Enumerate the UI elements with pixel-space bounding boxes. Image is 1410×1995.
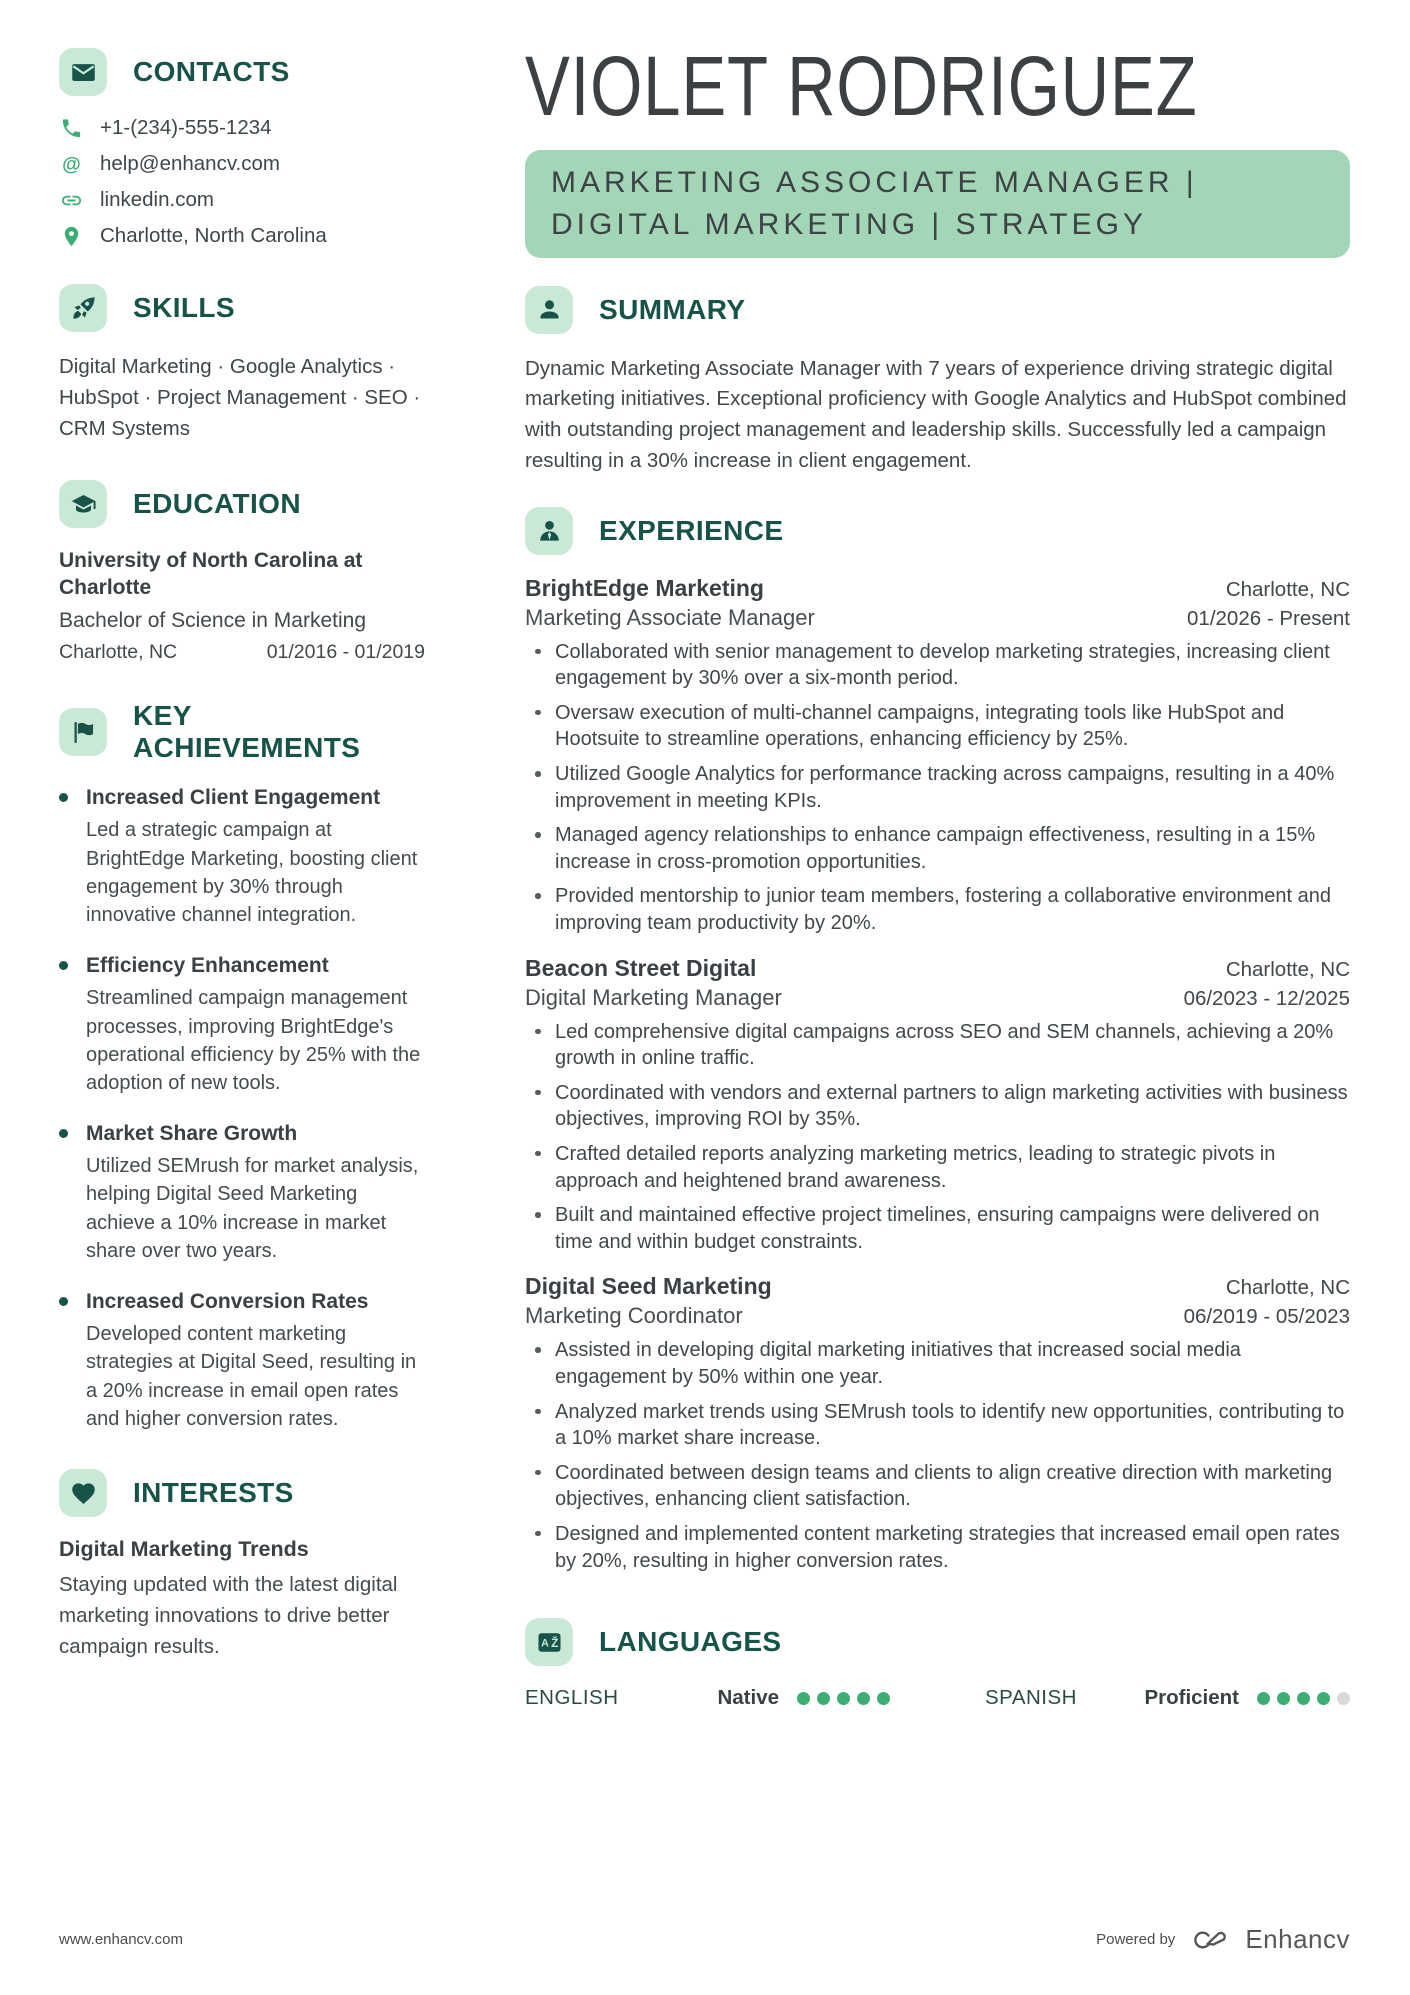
section-title: EXPERIENCE (599, 514, 784, 546)
job-dates: 01/2026 - Present (1187, 606, 1350, 630)
section-title: LANGUAGES (599, 1626, 782, 1658)
level-dot-filled (797, 1692, 810, 1705)
experience-list (525, 575, 1350, 1574)
page-footer (59, 1924, 1350, 1955)
interest-title: Digital Marketing Trends (59, 1537, 309, 1562)
enhancv-wordmark[interactable]: Enhancv (1245, 1924, 1350, 1954)
level-dot-empty (1337, 1692, 1350, 1705)
achievement-title: Market Share Growth (86, 1121, 298, 1145)
language-dots (797, 1692, 890, 1705)
experience-entry (525, 955, 1350, 1256)
language-dots (1257, 1692, 1350, 1705)
job-title: Marketing Associate Manager (525, 604, 815, 630)
degree: Bachelor of Science in Marketing (59, 609, 366, 632)
achievement-text: Streamlined campaign management processes, improving BrightEdge's operational efficiency by 25% with the adoption of new tools. (86, 987, 421, 1095)
job-location: Charlotte, NC (1225, 957, 1350, 981)
interest-entry (59, 1537, 425, 1662)
job-bullet: Coordinated between design teams and clients to align creative direction with marketing objectives, enhancing client satisfaction. (555, 1460, 1350, 1513)
job-location: Charlotte, NC (1225, 577, 1350, 601)
job-bullets (525, 639, 1350, 937)
section-contacts-header (59, 48, 425, 96)
job-bullets (525, 1337, 1350, 1574)
skills-list: Digital Marketing · Google Analytics · HubSpot · Project Management · SEO · CRM Systems (59, 355, 421, 440)
company-name: Digital Seed Marketing (525, 1273, 772, 1300)
contact-text: help@enhancv.com (100, 152, 280, 175)
bullet-dot (59, 1297, 68, 1306)
section-achievements-header (59, 700, 425, 764)
achievement-item (59, 784, 425, 930)
education-dates: 01/2016 - 01/2019 (266, 641, 425, 663)
contact-text: Charlotte, North Carolina (100, 224, 327, 247)
language-item (985, 1686, 1350, 1710)
job-bullet: Assisted in developing digital marketing initiatives that increased social media engagement by 50% within one year. (555, 1337, 1350, 1390)
achievement-text: Led a strategic campaign at BrightEdge Marketing, boosting client engagement by 30% through innovative channel integration. (86, 819, 418, 927)
job-bullet: Analyzed market trends using SEMrush tools to identify new opportunities, contributing to a 10% market share increase. (555, 1399, 1350, 1452)
section-title: SUMMARY (599, 293, 746, 325)
main-column (525, 39, 1350, 1710)
education-entry (59, 548, 425, 664)
job-bullet: Utilized Google Analytics for performance tracking across campaigns, resulting in a 40% improvement in meeting KPIs. (555, 761, 1350, 814)
company-name: BrightEdge Marketing (525, 574, 764, 601)
level-dot-filled (1257, 1692, 1270, 1705)
envelope-icon (59, 48, 107, 96)
job-bullet: Coordinated with vendors and external partners to align marketing activities with business objectives, improving ROI by 35%. (555, 1080, 1350, 1133)
section-title: CONTACTS (133, 56, 290, 87)
language-name: ENGLISH (525, 1686, 619, 1710)
job-bullet: Collaborated with senior management to develop marketing strategies, increasing client engagement by 30% over a six-month period. (555, 639, 1350, 692)
bullet-dot (59, 961, 68, 970)
section-summary-header (525, 286, 1350, 334)
achievement-title: Efficiency Enhancement (86, 953, 329, 977)
section-title: SKILLS (133, 292, 235, 323)
section-title: INTERESTS (133, 1477, 294, 1509)
job-bullets (525, 1019, 1350, 1256)
achievement-item (59, 952, 425, 1098)
job-title: Digital Marketing Manager (525, 984, 782, 1010)
level-dot-filled (1297, 1692, 1310, 1705)
achievements-list (59, 784, 425, 1433)
contact-item[interactable] (59, 152, 425, 176)
job-bullet: Managed agency relationships to enhance campaign effectiveness, resulting in a 15% increase in cross-promotion opportunities. (555, 822, 1350, 875)
bullet-dot (59, 793, 68, 802)
section-experience-header (525, 507, 1350, 555)
pin-icon (59, 224, 83, 248)
section-education-header (59, 480, 425, 528)
language-name: SPANISH (985, 1686, 1077, 1710)
svg-text:Ž: Ž (550, 1635, 558, 1650)
contact-item[interactable] (59, 116, 425, 140)
school-name: University of North Carolina at Charlotte (59, 549, 363, 600)
language-item (525, 1686, 890, 1710)
language-level: Native (717, 1686, 779, 1710)
achievement-item (59, 1120, 425, 1266)
achievement-text: Developed content marketing strategies at Digital Seed, resulting in a 20% increase in email open rates and higher conversion rates. (86, 1322, 417, 1431)
contact-text: +1-(234)-555-1234 (100, 116, 272, 139)
level-dot-filled (857, 1692, 870, 1705)
level-dot-filled (817, 1692, 830, 1705)
at-icon (59, 152, 83, 176)
rocket-icon (59, 284, 107, 332)
section-interests-header (59, 1469, 425, 1517)
person-tie-icon (525, 507, 573, 555)
footer-branding (1096, 1924, 1350, 1955)
job-bullet: Designed and implemented content marketing strategies that increased email open rates by 20%, resulting in higher conversion rates. (555, 1521, 1350, 1574)
experience-entry (525, 575, 1350, 937)
job-bullet: Crafted detailed reports analyzing marketing metrics, leading to strategic pivots in approach and heightened brand awareness. (555, 1141, 1350, 1194)
powered-by-label: Powered by (1096, 1931, 1176, 1948)
heart-icon (59, 1469, 107, 1517)
interest-text: Staying updated with the latest digital marketing innovations to drive better campaign results. (59, 1573, 398, 1658)
job-title-banner: MARKETING ASSOCIATE MANAGER | DIGITAL MARKETING | STRATEGY (525, 150, 1350, 258)
footer-site-link[interactable]: www.enhancv.com (59, 1931, 183, 1948)
job-bullet: Oversaw execution of multi-channel campaigns, integrating tools like HubSpot and Hootsuite to streamline operations, enhancing efficiency by 25%. (555, 700, 1350, 753)
translate-icon (525, 1618, 573, 1666)
job-title: Marketing Coordinator (525, 1303, 743, 1329)
person-icon (525, 286, 573, 334)
contacts-list (59, 116, 425, 248)
link-icon (59, 188, 83, 212)
sidebar-column (59, 44, 425, 1710)
job-bullet: Built and maintained effective project timelines, ensuring campaigns were delivered on time and within budget constraints. (555, 1202, 1350, 1255)
section-languages-header (525, 1618, 1350, 1666)
bullet-dot (59, 1129, 68, 1138)
contact-item[interactable] (59, 188, 425, 212)
achievement-text: Utilized SEMrush for market analysis, helping Digital Seed Marketing achieve a 10% increase in market share over two years. (86, 1155, 419, 1263)
level-dot-filled (1277, 1692, 1290, 1705)
contact-text: linkedin.com (100, 188, 214, 211)
company-name: Beacon Street Digital (525, 954, 757, 981)
svg-text:@: @ (61, 153, 81, 175)
achievement-title: Increased Client Engagement (86, 786, 381, 809)
enhancv-logo-icon (1189, 1927, 1231, 1953)
job-bullet: Provided mentorship to junior team members, fostering a collaborative environment and improving team productivity by 20%. (555, 883, 1350, 936)
job-location: Charlotte, NC (1225, 1276, 1350, 1300)
flag-icon (59, 708, 107, 756)
language-level: Proficient (1144, 1686, 1239, 1710)
level-dot-filled (837, 1692, 850, 1705)
section-title: KEY ACHIEVEMENTS (133, 700, 361, 763)
job-bullet: Led comprehensive digital campaigns across SEO and SEM channels, achieving a 20% growth in online traffic. (555, 1019, 1350, 1072)
level-dot-filled (877, 1692, 890, 1705)
education-location: Charlotte, NC (59, 641, 178, 663)
section-skills-header (59, 284, 425, 332)
svg-text:A: A (540, 1637, 549, 1650)
languages-list (525, 1686, 1350, 1710)
graduation-cap-icon (59, 480, 107, 528)
person-name: VIOLET RODRIGUEZ (525, 39, 1198, 133)
job-dates: 06/2019 - 05/2023 (1183, 1305, 1350, 1329)
job-dates: 06/2023 - 12/2025 (1183, 986, 1350, 1010)
experience-entry (525, 1273, 1350, 1574)
achievement-title: Increased Conversion Rates (86, 1289, 369, 1313)
contact-item[interactable] (59, 224, 425, 248)
achievement-item (59, 1288, 425, 1434)
phone-icon (59, 116, 83, 140)
summary-text: Dynamic Marketing Associate Manager with 7 years of experience driving strategic digital marketing initiatives. Exceptional proficiency with Google Analytics and HubSpot combined with outstanding project management and leadership skills. Successfully led a campaign resulting in a 30% increase in client engagement. (525, 356, 1347, 472)
level-dot-filled (1317, 1692, 1330, 1705)
section-title: EDUCATION (133, 488, 301, 520)
